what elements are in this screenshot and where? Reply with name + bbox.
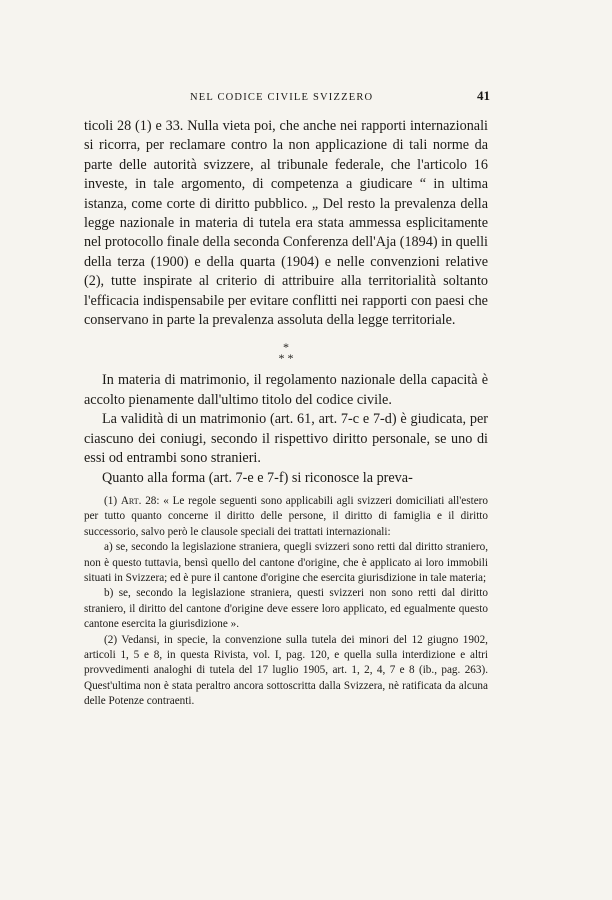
footnote-2-text: Vedansi, in specie, la convenzione sulla tutela dei minori del 12 giugno 1902, articoli 1, 5 e 8, in questa Rivista, vol. I, pag. 120, e quella sulla interdizione e altri provvedimenti analoghi di tutela del 17 luglio 1905, art. 1, 2, 4, 7 e 8 (ib., pag. 263). Quest'ultima non è stata peraltro ancora sottoscritta dalla Svizzera, nè ratificata da alcuna delle Potenze contraenti. (84, 633, 488, 708)
separator-top-asterisk: * (283, 340, 289, 355)
footnote-2-marker: (2) (104, 633, 118, 646)
page-header (190, 88, 490, 104)
main-text (84, 117, 488, 488)
footnote-2 (84, 633, 488, 710)
paragraph-1: ticoli 28 (1) e 33. Nulla vieta poi, che anche nei rapporti internazionali si ricorra, per reclamare contro la non applicazione di tali norme da parte delle autorità svizzere, al tribunale federale, che l'articolo 16 investe, in tale argomento, di competenza a giudicare “ in ultima istanza, come corte di diritto pubblico. „ Del resto la prevalenza della legge nazionale in materia di tutela era stata ammessa esplicitamente nel protocollo finale della seconda Conferenza dell'Aja (1894) in quelli della terza (1900) e della quarta (1904) e nelle convenzioni relative (2), tutte inspirate al criterio di attribuire alla territorialità soltanto l'efficacia indispensabile per evitare conflitti nei rapporti con paesi che conservano in parte la prevalenza assoluta della legge territoriale. (84, 118, 488, 329)
footnote-1-a: a) se, secondo la legislazione straniera, quegli svizzeri sono retti dal diritto straniero, non è questo tuttavia, bensì quello del cantone d'origine, che è applicato ai loro immobili situati in Svizzera; ed è pure il cantone d'origine che esercita giurisdizione in tale materia; (84, 541, 488, 585)
section-separator (84, 342, 488, 364)
paragraph-4: Quanto alla forma (art. 7-e e 7-f) si riconosce la preva- (102, 469, 413, 486)
footnote-1-art: Art. 28: (120, 495, 160, 507)
footnote-1 (84, 494, 488, 540)
page-number: 41 (477, 88, 490, 103)
paragraph-3: La validità di un matrimonio (art. 61, art. 7-c e 7-d) è giudicata, per ciascuno dei coniugi, secondo il rispettivo diritto personale, se uno di essi od entrambi sono stranieri. (84, 411, 488, 467)
footnote-1-text: « Le regole seguenti sono applicabili agli svizzeri domiciliati all'estero per tutto quanto concerne il diritto delle persone, il diritto di famiglia e il diritto successorio, salvo però le clausole speciali dei trattati internazionali: (84, 495, 488, 538)
footnotes (84, 494, 488, 710)
paragraph-2: In materia di matrimonio, il regolamento nazionale della capacità è accolto pienamente dall'ultimo titolo del codice civile. (84, 372, 488, 408)
separator-bottom-asterisks: * * (278, 351, 294, 366)
footnote-1-b: b) se, secondo la legislazione straniera, questi svizzeri non sono retti dal diritto straniero, il diritto del cantone d'origine deve essere loro applicato, ed egualmente questo cantone esercita la giurisdizione ». (84, 587, 488, 631)
running-title: NEL CODICE CIVILE SVIZZERO (190, 92, 374, 103)
footnote-1-marker: (1) (104, 495, 118, 507)
